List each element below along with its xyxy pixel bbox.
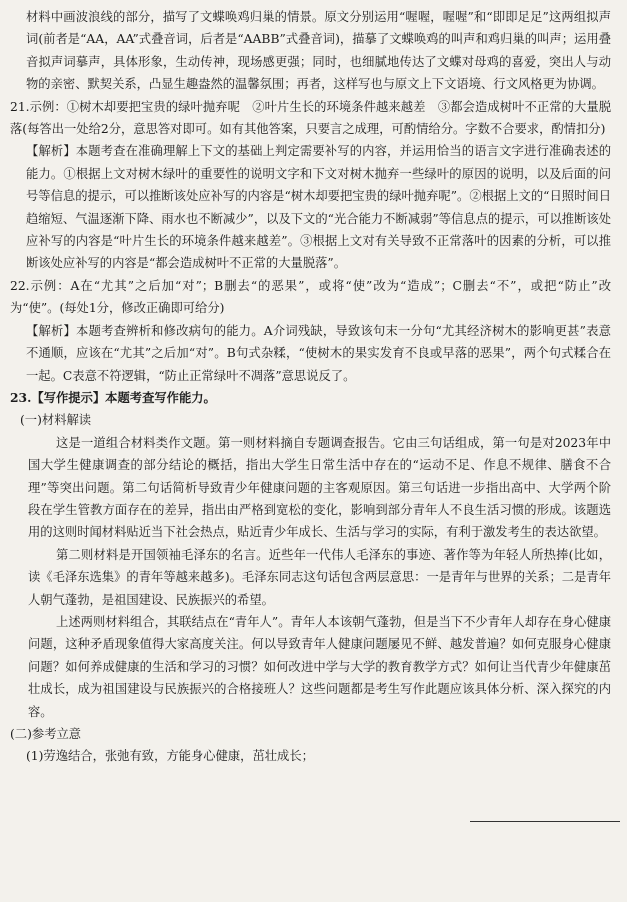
material-paragraph-3: 上述两则材料组合，其联结点在“青年人”。青年人本该朝气蓬勃，但是当下不少青年人却存在身心健康问题，这种矛盾现象值得大家高度关注。何以导致青年人健康问题屡见不鲜、越发普遍？如何克服身心健康问题？如何养成健康的生活和学习的习惯？如何改进中学与大学的教育教学方式？如何让当代青少年健康茁壮成长，成为祖国建设与民族振兴的合格接班人？这些问题都是考生写作此题应该具体分析、深入探究的内容。 bbox=[28, 614, 611, 719]
material-paragraph-2: 第二则材料是开国领袖毛泽东的名言。近些年一代伟人毛泽东的事迹、著作等为年轻人所热捧(比如，读《毛泽东选集》的青年等越来越多)。毛泽东同志这句话包含两层意思：一是青年与世界的关系；二是青年人朝气蓬勃，是祖国建设、民族振兴的希望。 bbox=[28, 547, 611, 607]
answer-21: 21.示例：①树木却要把宝贵的绿叶抛弃呢 ②叶片生长的环境条件越来越差 ③都会造成树叶不正常的大量脱落(每答出一处给2分，意思答对即可。如有其他答案，只要言之成理，可酌情给分。字数不合要求，酌情扣分) bbox=[10, 99, 611, 137]
analysis-21: 【解析】本题考查在准确理解上下文的基础上判定需要补写的内容，并运用恰当的语言文字进行准确表述的能力。①根据上文对树木绿叶的重要性的说明文字和下文对树木抛弃一些绿叶的原因的说明，以及后面的问号等信息的提示，可以推断该处应补写的内容是“树木却要把宝贵的绿叶抛弃呢”。②根据上文的“日照时间日趋缩短、气温逐渐下降、雨水也不断减少”，以及下文的“光合能力不断减弱”等信息点的提示，可以推断该处应补写的内容是“叶片生长的环境条件越来越差”。③根据上文对有关导致不正常落叶的因素的分析，可以推断该处应补写的内容是“都会造成树叶不正常的大量脱落”。 bbox=[26, 144, 611, 271]
paragraph-20-tail: 材料中画波浪线的部分，描写了文蝶唤鸡归巢的情景。原文分别运用“喔喔，喔喔”和“即即足足”这两组拟声词(前者是“AA，AA”式叠音词，后者是“AABB”式叠音词)，描摹了文蝶唤鸡的叫声和鸡归巢的叫声；运用叠音拟声词摹声，具体形象，生动传神，现场感更强；同时，也细腻地传达了文蝶对母鸡的喜爱，突出人与动物的亲密、默契关系，凸显生趣盎然的温馨氛围；再者，这样写也与原文上下文语境、行文风格更为协调。 bbox=[26, 10, 611, 92]
reference-idea-1: (1)劳逸结合，张弛有致，方能身心健康，茁壮成长； bbox=[26, 749, 314, 764]
hand-drawn-underline bbox=[470, 821, 620, 822]
question-23-heading: 23.【写作提示】本题考查写作能力。 bbox=[10, 389, 216, 405]
answer-22: 22.示例：A在“尤其”之后加“对”；B删去“的恶果”，或将“使”改为“造成”；C删去“不”，或把“防止”改为“使”。(每处1分，修改正确即可给分) bbox=[10, 278, 611, 316]
section-material-reading-title: (一)材料解读 bbox=[20, 413, 92, 428]
section-reference-ideas-title: (二)参考立意 bbox=[10, 727, 82, 741]
material-paragraph-1: 这是一道组合材料类作文题。第一则材料摘自专题调查报告。它由三句话组成，第一句是对2023年中国大学生健康调查的部分结论的概括，指出大学生日常生活中存在的“运动不足、作息不规律、膳食不合理”等突出问题。第二句话简析导致青少年健康问题的主客观原因。第三句话进一步指出高中、大学两个阶段在学生管教方面存在的差异，指出由严格到宽松的变化，影响到部分青年人不良生活习惯的形成。该题选用的这则时闻材料贴近当下社会热点，贴近青少年成长、生活与学习的实际，有利于激发考生的表达欲望。 bbox=[28, 435, 611, 540]
analysis-22: 【解析】本题考查辨析和修改病句的能力。A介词残缺，导致该句末一分句“尤其经济树木的影响更甚”表意不通顺，应该在“尤其”之后加“对”。B句式杂糅，“使树木的果实发育不良或早落的恶果”，两个句式糅合在一起。C表意不符逻辑，“防止正常绿叶不凋落”意思说反了。 bbox=[26, 323, 611, 383]
